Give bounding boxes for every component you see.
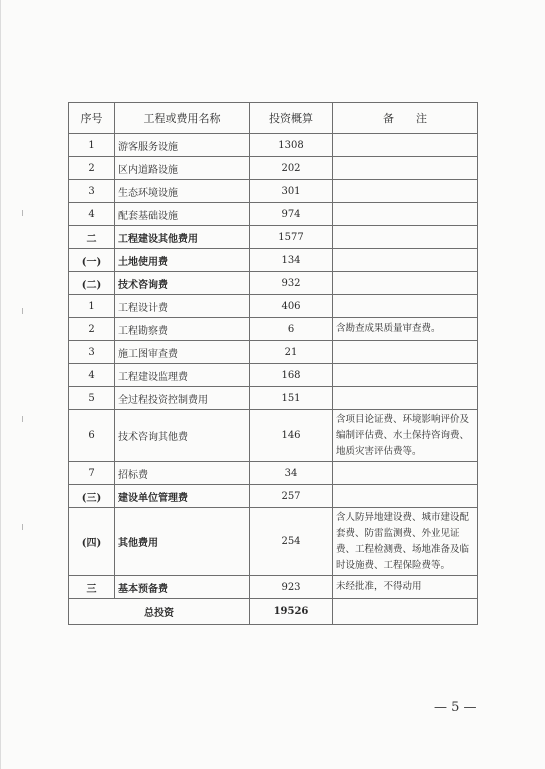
- remarks-cell: [333, 485, 478, 508]
- header-budget: 投资概算: [250, 103, 333, 134]
- item-name-cell: 工程建设监理费: [115, 364, 250, 387]
- table-row: [69, 364, 478, 387]
- remarks-cell: [333, 341, 478, 364]
- serial-cell: 4: [69, 203, 115, 226]
- item-name-cell: 技术咨询费: [115, 272, 250, 295]
- header-serial: 序号: [69, 103, 115, 134]
- item-name-cell: 区内道路设施: [115, 157, 250, 180]
- serial-cell: 三: [69, 576, 115, 599]
- table-row: [69, 295, 478, 318]
- remarks-cell: 含人防异地建设费、城市建设配套费、防雷监测费、外业见证费、工程检测费、场地准备及临时设施费、工程保险费等。: [333, 508, 478, 576]
- table-row: [69, 318, 478, 341]
- table-row: [69, 134, 478, 157]
- item-name-cell: 基本预备费: [115, 576, 250, 599]
- remarks-cell: [333, 157, 478, 180]
- table-row: [69, 272, 478, 295]
- serial-cell: (四): [69, 508, 115, 576]
- budget-cell: 301: [250, 180, 333, 203]
- remarks-cell: [333, 364, 478, 387]
- remarks-cell: [333, 180, 478, 203]
- table-row: [69, 226, 478, 249]
- table-row: [69, 387, 478, 410]
- table-row: [69, 485, 478, 508]
- serial-cell: 2: [69, 157, 115, 180]
- table-row: [69, 180, 478, 203]
- investment-budget-table: [68, 102, 478, 625]
- remarks-cell: [333, 249, 478, 272]
- serial-cell: 1: [69, 134, 115, 157]
- item-name-cell: 技术咨询其他费: [115, 410, 250, 462]
- budget-cell: 254: [250, 508, 333, 576]
- serial-cell: (一): [69, 249, 115, 272]
- remarks-cell: [333, 134, 478, 157]
- table-row: [69, 462, 478, 485]
- item-name-cell: 其他费用: [115, 508, 250, 576]
- serial-cell: 5: [69, 387, 115, 410]
- total-label: 总投资: [69, 599, 250, 625]
- item-name-cell: 招标费: [115, 462, 250, 485]
- remarks-cell: [333, 387, 478, 410]
- serial-cell: (二): [69, 272, 115, 295]
- item-name-cell: 工程设计费: [115, 295, 250, 318]
- remarks-cell: 未经批准，不得动用: [333, 576, 478, 599]
- budget-cell: 1577: [250, 226, 333, 249]
- margin-mark: [22, 308, 23, 314]
- page-number: — 5 —: [434, 700, 477, 715]
- item-name-cell: 建设单位管理费: [115, 485, 250, 508]
- remarks-cell: [333, 272, 478, 295]
- remarks-cell: [333, 462, 478, 485]
- remarks-cell: 含勘查成果质量审查费。: [333, 318, 478, 341]
- budget-cell: 974: [250, 203, 333, 226]
- budget-cell: 134: [250, 249, 333, 272]
- table-row: [69, 508, 478, 576]
- total-row: [69, 599, 478, 625]
- serial-cell: 6: [69, 410, 115, 462]
- budget-cell: 257: [250, 485, 333, 508]
- item-name-cell: 生态环境设施: [115, 180, 250, 203]
- budget-cell: 151: [250, 387, 333, 410]
- budget-cell: 146: [250, 410, 333, 462]
- total-remarks-cell: [333, 599, 478, 625]
- budget-cell: 202: [250, 157, 333, 180]
- item-name-cell: 施工图审查费: [115, 341, 250, 364]
- serial-cell: 4: [69, 364, 115, 387]
- serial-cell: 3: [69, 180, 115, 203]
- remarks-cell: [333, 203, 478, 226]
- margin-mark: [22, 416, 23, 422]
- serial-cell: 1: [69, 295, 115, 318]
- serial-cell: 3: [69, 341, 115, 364]
- serial-cell: 2: [69, 318, 115, 341]
- item-name-cell: 配套基础设施: [115, 203, 250, 226]
- margin-mark: [22, 524, 23, 530]
- item-name-cell: 土地使用费: [115, 249, 250, 272]
- table-row: [69, 576, 478, 599]
- item-name-cell: 全过程投资控制费用: [115, 387, 250, 410]
- item-name-cell: 工程建设其他费用: [115, 226, 250, 249]
- table-row: [69, 341, 478, 364]
- remarks-cell: [333, 226, 478, 249]
- remarks-cell: 含项目论证费、环境影响评价及编制评估费、水土保持咨询费、地质灾害评估费等。: [333, 410, 478, 462]
- table-row: [69, 157, 478, 180]
- header-item-name: 工程或费用名称: [115, 103, 250, 134]
- budget-cell: 168: [250, 364, 333, 387]
- item-name-cell: 游客服务设施: [115, 134, 250, 157]
- budget-cell: 932: [250, 272, 333, 295]
- serial-cell: 7: [69, 462, 115, 485]
- budget-cell: 1308: [250, 134, 333, 157]
- table-row: [69, 203, 478, 226]
- budget-cell: 6: [250, 318, 333, 341]
- header-remarks: 备 注: [333, 103, 478, 134]
- budget-cell: 406: [250, 295, 333, 318]
- serial-cell: 二: [69, 226, 115, 249]
- budget-cell: 34: [250, 462, 333, 485]
- table-row: [69, 410, 478, 462]
- budget-cell: 21: [250, 341, 333, 364]
- total-amount: 19526: [250, 599, 333, 625]
- item-name-cell: 工程勘察费: [115, 318, 250, 341]
- table-row: [69, 249, 478, 272]
- margin-mark: [22, 210, 23, 216]
- table-header-row: [69, 103, 478, 134]
- serial-cell: (三): [69, 485, 115, 508]
- budget-cell: 923: [250, 576, 333, 599]
- remarks-cell: [333, 295, 478, 318]
